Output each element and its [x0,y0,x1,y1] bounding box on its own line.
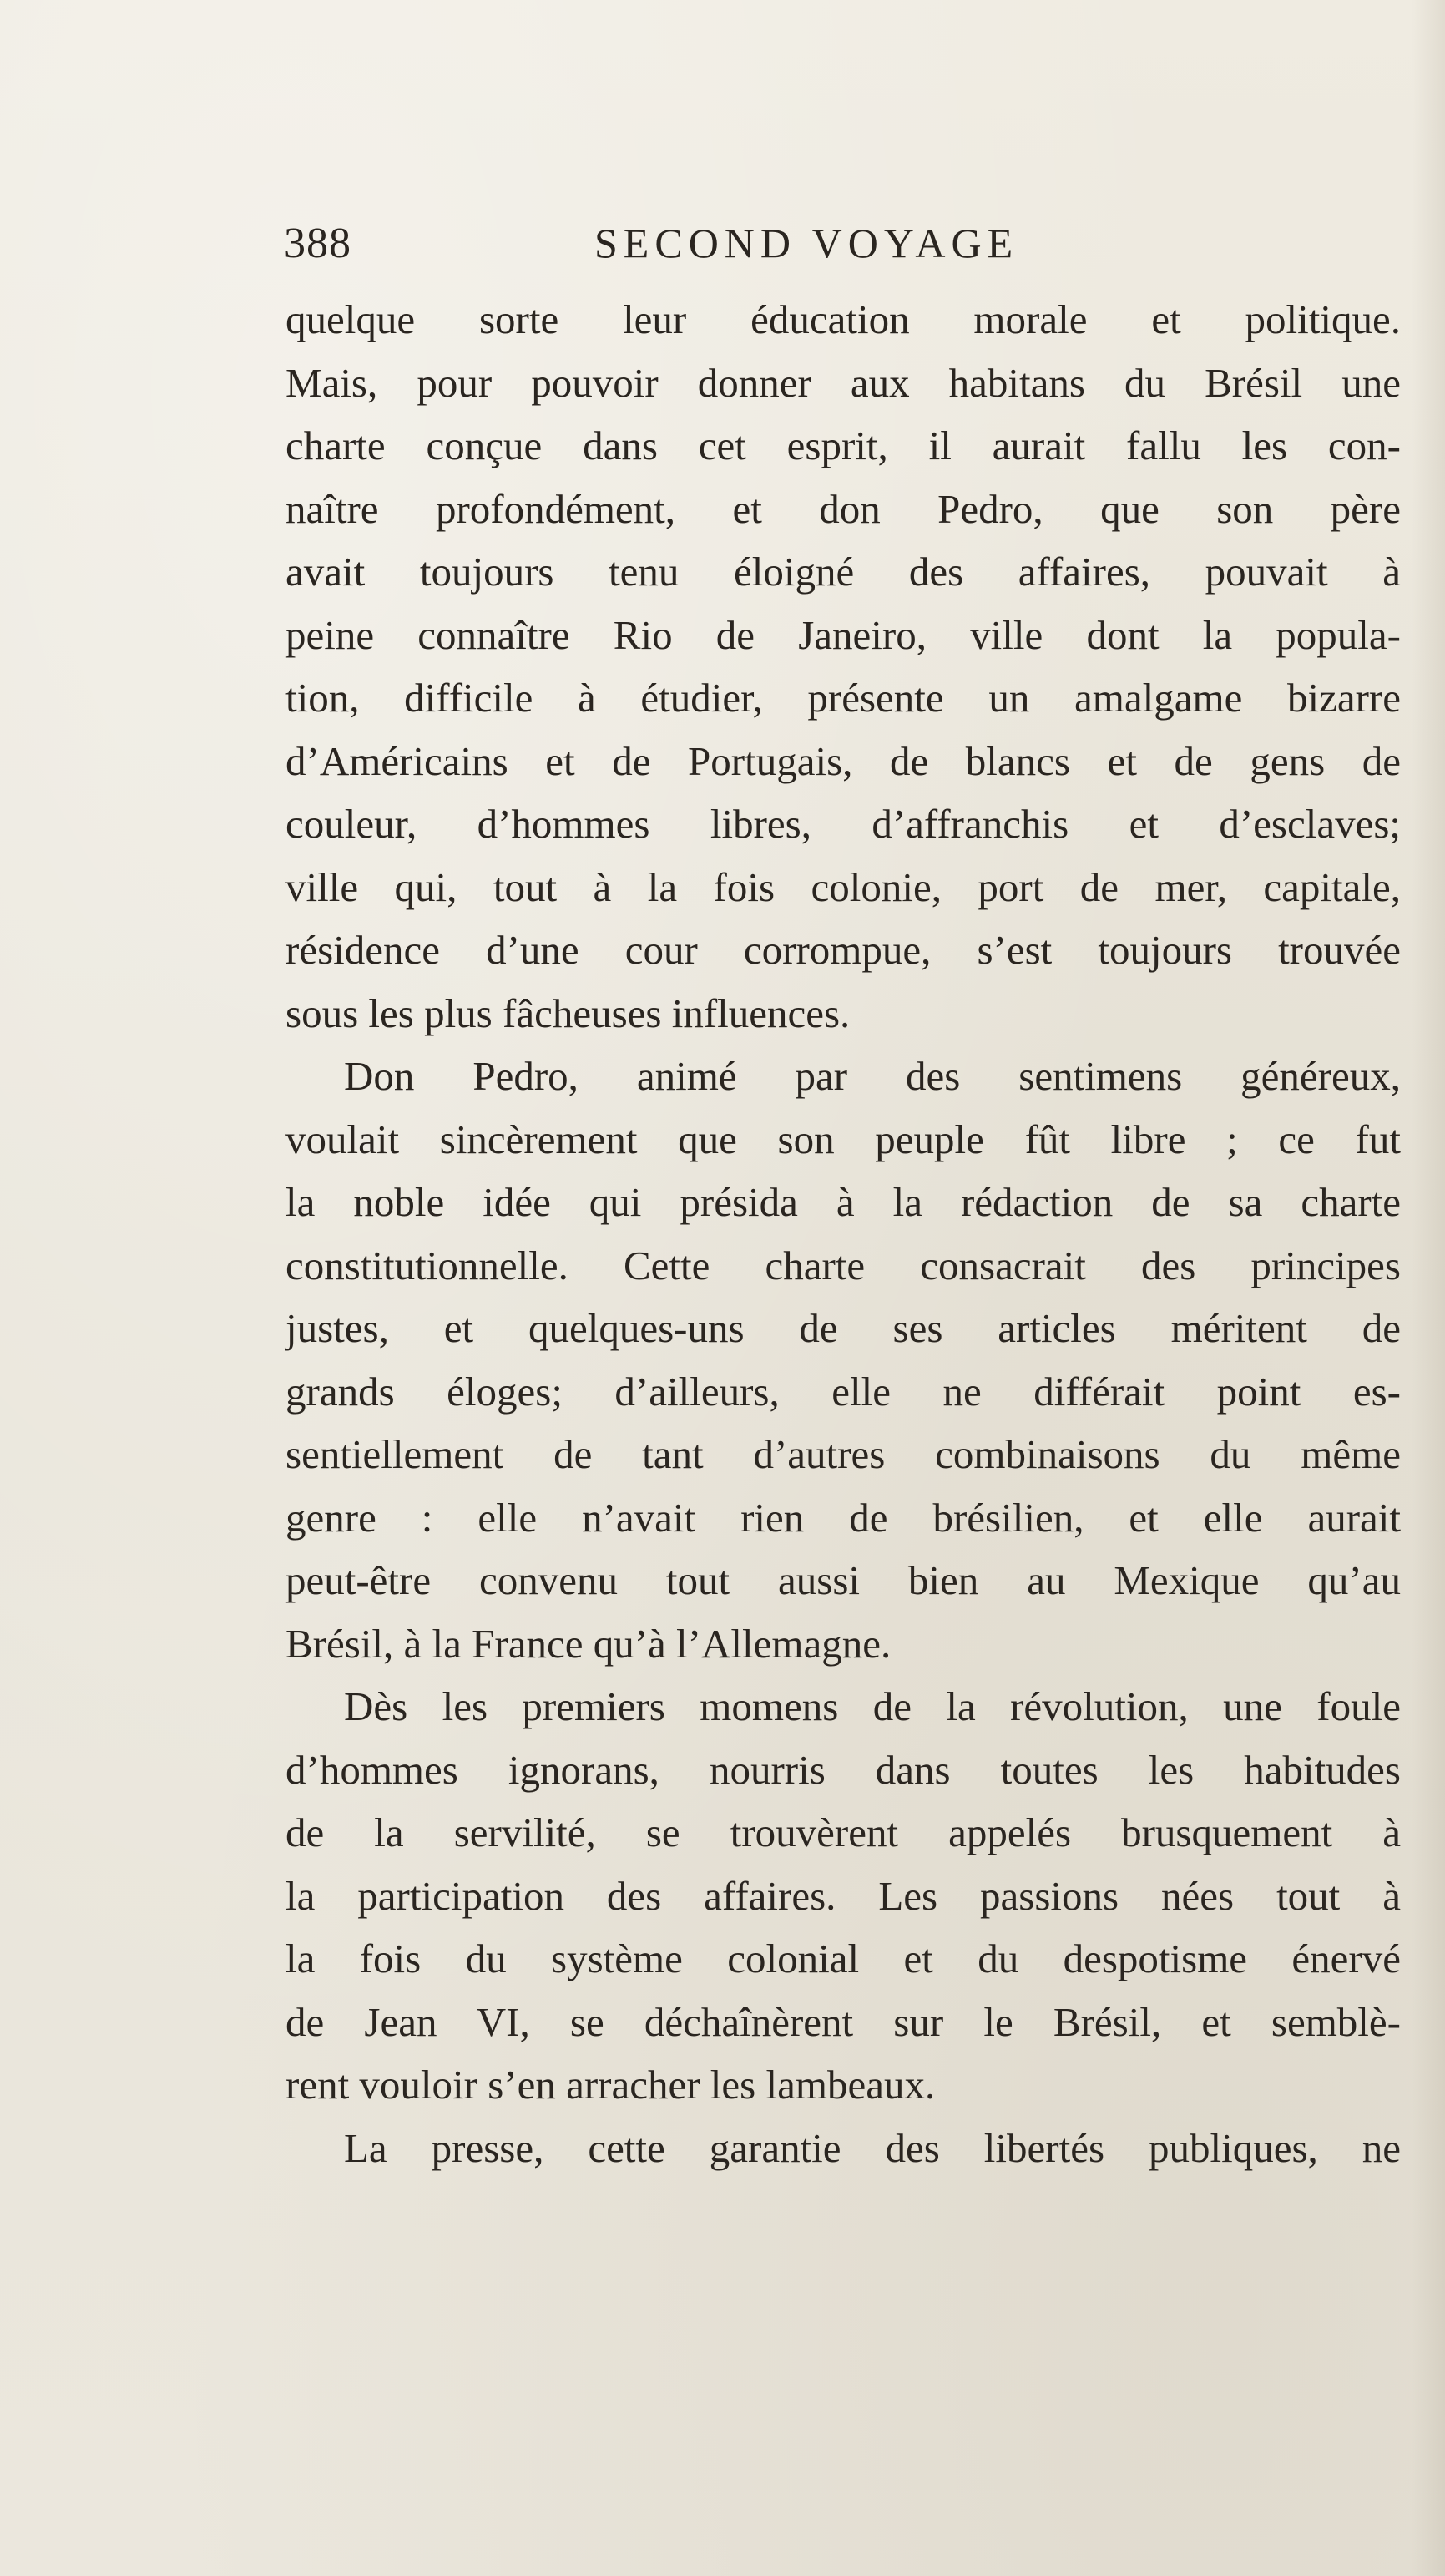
text-line: charte conçue dans cet esprit, il aurait fallu les con- [285,423,1401,468]
text-line: sentiellement de tant d’autres combinaisons du même [285,1431,1401,1477]
running-title: SECOND VOYAGE [594,220,1019,266]
text-line: naître profondément, et don Pedro, que son père [285,485,1401,532]
text-line: la fois du système colonial et du despotisme énervé [285,1936,1401,1981]
body-text [285,288,1401,2179]
text-line: de la servilité, se trouvèrent appelés brusquement à [285,1809,1401,1855]
text-line: peine connaître Rio de Janeiro, ville dont la popula- [285,611,1401,658]
paragraph-start-line: Dès les premiers momens de la révolution, une foule [344,1683,1401,1729]
text-line: voulait sincèrement que son peuple fût libre ; ce fut [285,1116,1401,1162]
text-line: d’Américains et de Portugais, de blancs et de gens de [285,737,1401,784]
text-line: ville qui, tout à la fois colonie, port de mer, capitale, [285,863,1401,910]
text-line: Brésil, à la France qu’à l’Allemagne. [285,1620,892,1667]
text-line: de Jean VI, se déchaînèrent sur le Brésil, et semblè- [285,1998,1401,2045]
text-line: la participation des affaires. Les passions nées tout à [285,1872,1401,1919]
text-line: grands éloges; d’ailleurs, elle ne différait point es- [285,1368,1401,1415]
text-line: la noble idée qui présida à la rédaction de sa charte [285,1179,1401,1225]
paragraph-start-line: La presse, cette garantie des libertés publiques, ne [344,2124,1401,2171]
text-line: justes, et quelques-uns de ses articles méritent de [285,1305,1401,1351]
text-line: d’hommes ignorans, nourris dans toutes les habitudes [285,1746,1401,1793]
page-number: 388 [284,220,351,267]
page-edge-shadow [1412,0,1445,2576]
text-line: rent vouloir s’en arracher les lambeaux. [285,2062,936,2108]
text-line: sous les plus fâcheuses influences. [285,989,851,1036]
text-line: couleur, d’hommes libres, d’affranchis et d’esclaves; [285,801,1401,847]
page-header [284,219,1419,277]
paragraph-start-line: Don Pedro, animé par des sentimens généreux, [344,1053,1401,1099]
text-line: avait toujours tenu éloigné des affaires, pouvait à [285,549,1401,595]
text-line: quelque sorte leur éducation morale et politique. [285,296,1401,342]
text-line: résidence d’une cour corrompue, s’est toujours trouvée [285,927,1401,973]
text-line: genre : elle n’avait rien de brésilien, et elle aurait [285,1494,1401,1541]
text-line: Mais, pour pouvoir donner aux habitans du Brésil une [285,359,1401,406]
text-line: tion, difficile à étudier, présente un amalgame bizarre [285,675,1401,721]
text-line: constitutionnelle. Cette charte consacrait des principes [285,1242,1401,1288]
text-line: peut-être convenu tout aussi bien au Mexique qu’au [285,1557,1401,1603]
